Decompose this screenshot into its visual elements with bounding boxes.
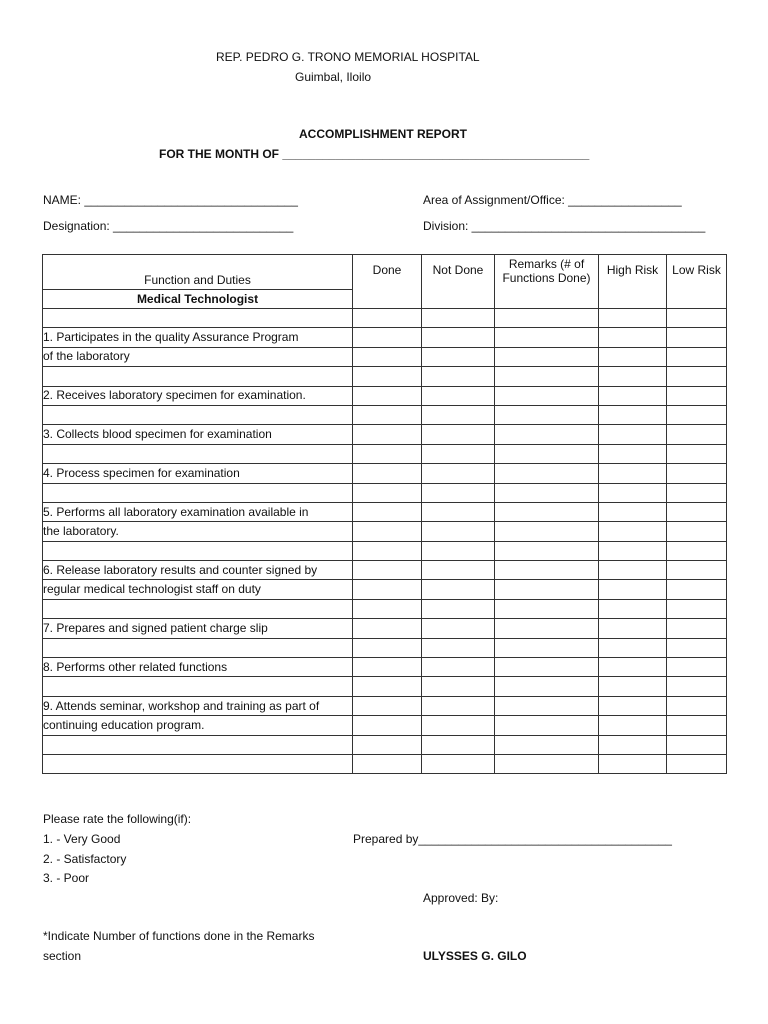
not-done-cell[interactable]: [422, 658, 495, 677]
done-cell[interactable]: [353, 444, 422, 463]
table-row: [43, 638, 727, 657]
remarks-cell[interactable]: [495, 464, 599, 483]
not-done-cell[interactable]: [422, 367, 495, 386]
high-risk-cell[interactable]: [599, 580, 667, 599]
high-risk-header: High Risk: [599, 255, 667, 309]
low-risk-cell[interactable]: [667, 386, 727, 405]
high-risk-cell[interactable]: [599, 658, 667, 677]
remarks-header: [495, 255, 599, 309]
table-row: [43, 405, 727, 424]
table-row: [43, 483, 727, 502]
function-cell: [43, 483, 353, 502]
low-risk-cell[interactable]: [667, 347, 727, 366]
rate-option-1: 1. - Very Good: [43, 832, 121, 846]
low-risk-cell[interactable]: [667, 522, 727, 541]
remarks-cell[interactable]: [495, 522, 599, 541]
function-cell: 9. Attends seminar, workshop and training as part of: [43, 696, 353, 715]
table-row: [43, 502, 727, 521]
table-row: [43, 716, 727, 735]
remarks-cell[interactable]: [495, 444, 599, 463]
remarks-cell[interactable]: [495, 638, 599, 657]
done-cell[interactable]: [353, 425, 422, 444]
table-row: [43, 561, 727, 580]
function-cell: 6. Release laboratory results and counter signed by: [43, 561, 353, 580]
function-cell: [43, 677, 353, 696]
not-done-cell[interactable]: [422, 561, 495, 580]
not-done-cell[interactable]: [422, 347, 495, 366]
high-risk-cell[interactable]: [599, 696, 667, 715]
function-cell: [43, 309, 353, 328]
done-cell[interactable]: [353, 561, 422, 580]
remarks-cell[interactable]: [495, 580, 599, 599]
division-field: Division: ___________________________________: [423, 219, 706, 233]
low-risk-cell[interactable]: [667, 464, 727, 483]
low-risk-cell[interactable]: [667, 425, 727, 444]
done-header: Done: [353, 255, 422, 309]
high-risk-cell[interactable]: [599, 425, 667, 444]
remarks-cell[interactable]: [495, 696, 599, 715]
low-risk-cell[interactable]: [667, 405, 727, 424]
table-row: [43, 328, 727, 347]
table-row: [43, 444, 727, 463]
done-cell[interactable]: [353, 638, 422, 657]
not-done-cell[interactable]: [422, 328, 495, 347]
remarks-cell[interactable]: [495, 309, 599, 328]
remarks-note-line2: section: [43, 949, 82, 963]
high-risk-cell[interactable]: [599, 599, 667, 618]
not-done-cell[interactable]: [422, 483, 495, 502]
remarks-cell[interactable]: [495, 386, 599, 405]
remarks-cell[interactable]: [495, 502, 599, 521]
function-cell: 7. Prepares and signed patient charge slip: [43, 619, 353, 638]
high-risk-cell[interactable]: [599, 716, 667, 735]
not-done-cell[interactable]: [422, 599, 495, 618]
low-risk-cell[interactable]: [667, 541, 727, 560]
not-done-cell[interactable]: [422, 405, 495, 424]
high-risk-cell[interactable]: [599, 754, 667, 773]
done-cell[interactable]: [353, 328, 422, 347]
table-row: [43, 309, 727, 328]
role-label: Medical Technologist: [43, 290, 353, 309]
not-done-cell[interactable]: [422, 677, 495, 696]
table-row: [43, 522, 727, 541]
not-done-cell[interactable]: [422, 309, 495, 328]
function-cell: [43, 541, 353, 560]
function-cell: [43, 735, 353, 754]
done-cell[interactable]: [353, 754, 422, 773]
function-cell: 5. Performs all laboratory examination available in: [43, 502, 353, 521]
remarks-cell[interactable]: [495, 347, 599, 366]
done-cell[interactable]: [353, 735, 422, 754]
not-done-cell[interactable]: [422, 754, 495, 773]
not-done-cell[interactable]: [422, 619, 495, 638]
prepared-by: Prepared by______________________________________: [353, 832, 672, 846]
function-cell: 1. Participates in the quality Assurance Program: [43, 328, 353, 347]
table-row: [43, 425, 727, 444]
remarks-cell[interactable]: [495, 677, 599, 696]
function-cell: [43, 754, 353, 773]
low-risk-cell[interactable]: [667, 677, 727, 696]
not-done-cell[interactable]: [422, 580, 495, 599]
done-cell[interactable]: [353, 619, 422, 638]
function-cell: 4. Process specimen for examination: [43, 464, 353, 483]
function-cell: [43, 444, 353, 463]
designation-field: Designation: ___________________________: [43, 219, 294, 233]
high-risk-cell[interactable]: [599, 677, 667, 696]
not-done-cell[interactable]: [422, 425, 495, 444]
month-line: FOR THE MONTH OF ______________________________________________: [159, 147, 590, 161]
not-done-cell[interactable]: [422, 638, 495, 657]
remarks-cell[interactable]: [495, 658, 599, 677]
low-risk-cell[interactable]: [667, 328, 727, 347]
table-row: [43, 386, 727, 405]
low-risk-cell[interactable]: [667, 716, 727, 735]
high-risk-cell[interactable]: [599, 541, 667, 560]
high-risk-cell[interactable]: [599, 386, 667, 405]
remarks-cell[interactable]: [495, 425, 599, 444]
not-done-cell[interactable]: [422, 502, 495, 521]
done-cell[interactable]: [353, 677, 422, 696]
rate-option-2: 2. - Satisfactory: [43, 852, 127, 866]
done-cell[interactable]: [353, 658, 422, 677]
done-cell[interactable]: [353, 502, 422, 521]
done-cell[interactable]: [353, 716, 422, 735]
rate-option-3: 3. - Poor: [43, 871, 90, 885]
remarks-cell[interactable]: [495, 405, 599, 424]
approved-by: Approved: By:: [423, 891, 499, 905]
remarks-cell[interactable]: [495, 599, 599, 618]
remarks-cell[interactable]: [495, 735, 599, 754]
not-done-cell[interactable]: [422, 444, 495, 463]
high-risk-cell[interactable]: [599, 405, 667, 424]
low-risk-cell[interactable]: [667, 696, 727, 715]
high-risk-cell[interactable]: [599, 735, 667, 754]
not-done-header: Not Done: [422, 255, 495, 309]
table-row: [43, 677, 727, 696]
high-risk-cell[interactable]: [599, 502, 667, 521]
remarks-cell[interactable]: [495, 541, 599, 560]
done-cell[interactable]: [353, 367, 422, 386]
high-risk-cell[interactable]: [599, 638, 667, 657]
table-row: [43, 347, 727, 366]
high-risk-cell[interactable]: [599, 347, 667, 366]
high-risk-cell[interactable]: [599, 464, 667, 483]
table-row: [43, 619, 727, 638]
function-header: Function and Duties: [43, 255, 353, 290]
function-cell: the laboratory.: [43, 522, 353, 541]
done-cell[interactable]: [353, 599, 422, 618]
hospital-name: REP. PEDRO G. TRONO MEMORIAL HOSPITAL: [216, 50, 480, 64]
remarks-cell[interactable]: [495, 716, 599, 735]
high-risk-cell[interactable]: [599, 328, 667, 347]
done-cell[interactable]: [353, 464, 422, 483]
duties-table: [42, 254, 727, 774]
function-cell: continuing education program.: [43, 716, 353, 735]
high-risk-cell[interactable]: [599, 309, 667, 328]
low-risk-cell[interactable]: [667, 658, 727, 677]
remarks-cell[interactable]: [495, 754, 599, 773]
not-done-cell[interactable]: [422, 541, 495, 560]
not-done-cell[interactable]: [422, 522, 495, 541]
function-cell: 8. Performs other related functions: [43, 658, 353, 677]
low-risk-header: Low Risk: [667, 255, 727, 309]
signatory-name: ULYSSES G. GILO: [423, 949, 527, 963]
done-cell[interactable]: [353, 522, 422, 541]
table-body: [43, 309, 727, 774]
table-row: [43, 541, 727, 560]
remarks-cell[interactable]: [495, 619, 599, 638]
low-risk-cell[interactable]: [667, 367, 727, 386]
remarks-cell[interactable]: [495, 483, 599, 502]
function-cell: regular medical technologist staff on duty: [43, 580, 353, 599]
done-cell[interactable]: [353, 309, 422, 328]
done-cell[interactable]: [353, 347, 422, 366]
rate-title: Please rate the following(if):: [43, 812, 192, 826]
remarks-header-line2: Functions Done): [502, 271, 591, 285]
table-row: [43, 658, 727, 677]
remarks-header-line1: Remarks (# of: [508, 257, 585, 271]
low-risk-cell[interactable]: [667, 444, 727, 463]
high-risk-cell[interactable]: [599, 522, 667, 541]
function-cell: [43, 405, 353, 424]
high-risk-cell[interactable]: [599, 367, 667, 386]
table-row: [43, 367, 727, 386]
low-risk-cell[interactable]: [667, 619, 727, 638]
not-done-cell[interactable]: [422, 735, 495, 754]
low-risk-cell[interactable]: [667, 754, 727, 773]
report-title: ACCOMPLISHMENT REPORT: [299, 127, 467, 141]
function-cell: [43, 638, 353, 657]
hospital-location: Guimbal, Iloilo: [295, 70, 372, 84]
function-cell: 3. Collects blood specimen for examination: [43, 425, 353, 444]
done-cell[interactable]: [353, 541, 422, 560]
low-risk-cell[interactable]: [667, 599, 727, 618]
table-row: [43, 735, 727, 754]
remarks-cell[interactable]: [495, 561, 599, 580]
low-risk-cell[interactable]: [667, 309, 727, 328]
low-risk-cell[interactable]: [667, 483, 727, 502]
done-cell[interactable]: [353, 580, 422, 599]
done-cell[interactable]: [353, 483, 422, 502]
function-cell: [43, 599, 353, 618]
high-risk-cell[interactable]: [599, 444, 667, 463]
remarks-cell[interactable]: [495, 328, 599, 347]
done-cell[interactable]: [353, 696, 422, 715]
not-done-cell[interactable]: [422, 696, 495, 715]
name-field: NAME: ________________________________: [43, 193, 298, 207]
high-risk-cell[interactable]: [599, 561, 667, 580]
low-risk-cell[interactable]: [667, 735, 727, 754]
not-done-cell[interactable]: [422, 386, 495, 405]
done-cell[interactable]: [353, 386, 422, 405]
function-cell: of the laboratory: [43, 347, 353, 366]
function-cell: 2. Receives laboratory specimen for examination.: [43, 386, 353, 405]
table-header-row: [43, 255, 727, 290]
not-done-cell[interactable]: [422, 716, 495, 735]
table-row: [43, 599, 727, 618]
low-risk-cell[interactable]: [667, 502, 727, 521]
table-row: [43, 696, 727, 715]
remarks-cell[interactable]: [495, 367, 599, 386]
low-risk-cell[interactable]: [667, 561, 727, 580]
high-risk-cell[interactable]: [599, 483, 667, 502]
table-row: [43, 580, 727, 599]
area-field: Area of Assignment/Office: _________________: [423, 193, 682, 207]
done-cell[interactable]: [353, 405, 422, 424]
low-risk-cell[interactable]: [667, 638, 727, 657]
high-risk-cell[interactable]: [599, 619, 667, 638]
low-risk-cell[interactable]: [667, 580, 727, 599]
remarks-note-line1: *Indicate Number of functions done in the Remarks: [43, 929, 315, 943]
table-row: [43, 464, 727, 483]
not-done-cell[interactable]: [422, 464, 495, 483]
table-row: [43, 754, 727, 773]
function-cell: [43, 367, 353, 386]
